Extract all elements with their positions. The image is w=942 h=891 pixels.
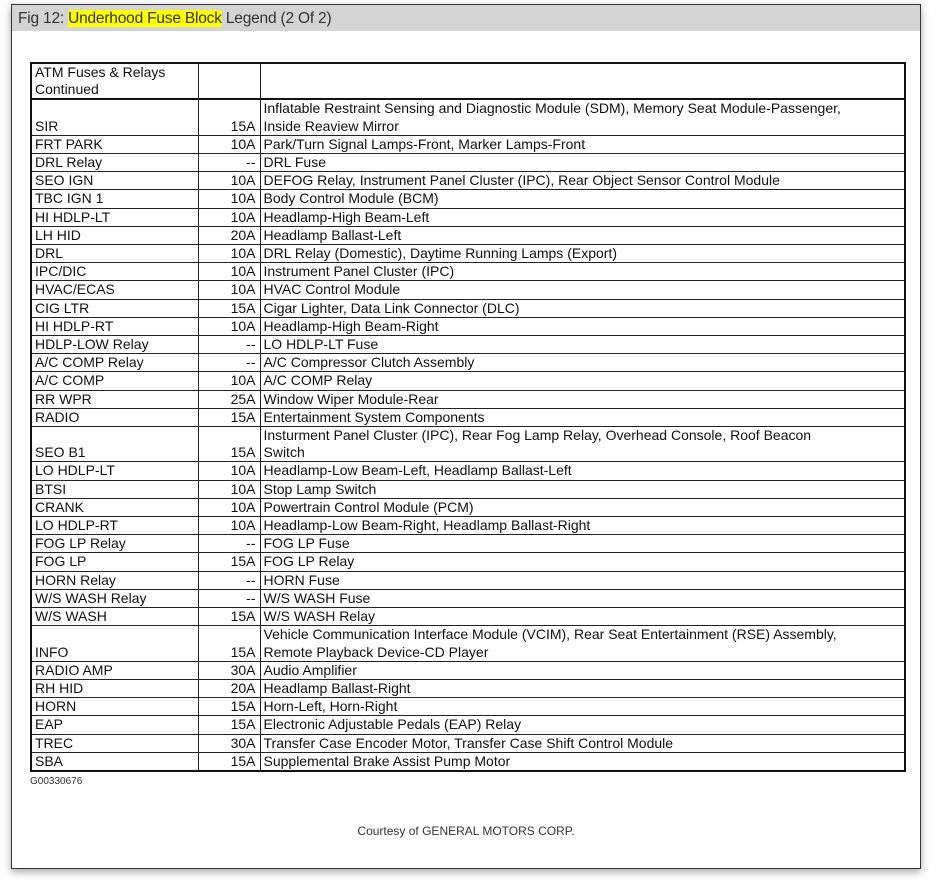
circuit-description-cell: [260, 208, 905, 226]
credit-line: Courtesy of GENERAL MOTORS CORP.: [357, 823, 575, 838]
fuse-name-cell: HORN: [31, 698, 198, 716]
amperage-cell: 15A: [198, 716, 260, 734]
amperage-cell: 15A: [198, 626, 260, 661]
amperage-cell: --: [198, 336, 260, 354]
table-row: [31, 372, 905, 390]
description-line: A/C Compressor Clutch Assembly: [263, 354, 475, 371]
amperage-cell: 15A: [198, 553, 260, 571]
table-row: [31, 535, 905, 553]
table-row: [31, 172, 905, 190]
circuit-description-cell: [260, 408, 905, 426]
amperage-cell: --: [198, 154, 260, 172]
circuit-description-cell: [260, 154, 905, 172]
circuit-description-cell: [260, 390, 905, 408]
table-row: [31, 281, 905, 299]
amperage-cell: 15A: [198, 752, 260, 771]
amperage-cell: 10A: [198, 172, 260, 190]
circuit-description-cell: [260, 245, 905, 263]
circuit-description-cell: [260, 372, 905, 390]
description-line: Remote Playback Device-CD Player: [263, 643, 489, 660]
description-line: Window Wiper Module-Rear: [263, 390, 439, 407]
circuit-description-cell: [260, 553, 905, 571]
description-line: Headlamp Ballast-Left: [263, 226, 402, 243]
fuse-name-cell: HORN Relay: [31, 571, 198, 589]
description-line: Entertainment System Components: [263, 408, 485, 425]
amperage-cell: 10A: [198, 190, 260, 208]
circuit-description-cell: [260, 317, 905, 335]
circuit-description-cell: [260, 608, 905, 626]
circuit-description-cell: [260, 571, 905, 589]
table-row: [31, 354, 905, 372]
table-row: [31, 752, 905, 771]
fuse-name-cell: HI HDLP-RT: [31, 317, 198, 335]
circuit-description-cell: [260, 172, 905, 190]
amperage-cell: --: [198, 589, 260, 607]
table-row: [31, 408, 905, 426]
circuit-description-cell: [260, 299, 905, 317]
circuit-description-cell: [260, 427, 905, 462]
amperage-cell: --: [198, 354, 260, 372]
amperage-cell: 20A: [198, 679, 260, 697]
description-line: HVAC Control Module: [263, 281, 401, 298]
fuse-name-cell: TBC IGN 1: [31, 190, 198, 208]
description-line: Electronic Adjustable Pedals (EAP) Relay: [263, 716, 522, 733]
fuse-name-cell: TREC: [31, 734, 198, 752]
description-line: W/S WASH Fuse: [263, 589, 371, 606]
description-line: LO HDLP-LT Fuse: [263, 336, 379, 353]
circuit-description-cell: [260, 535, 905, 553]
amperage-cell: 10A: [198, 208, 260, 226]
fuse-name-cell: RADIO AMP: [31, 661, 198, 679]
table-row: [31, 608, 905, 626]
fuse-name-cell: SBA: [31, 752, 198, 771]
table-row: [31, 553, 905, 571]
table-row: [31, 626, 905, 661]
fuse-name-cell: RR WPR: [31, 390, 198, 408]
table-row: [31, 190, 905, 208]
amperage-cell: --: [198, 571, 260, 589]
header-line-2: Continued: [35, 81, 99, 98]
table-row: [31, 245, 905, 263]
fuse-name-cell: SIR: [31, 99, 198, 135]
description-line: W/S WASH Relay: [263, 608, 375, 625]
description-line: FOG LP Fuse: [263, 535, 350, 552]
fuse-name-cell: FOG LP: [31, 553, 198, 571]
table-row: [31, 226, 905, 244]
fuse-name-cell: INFO: [31, 626, 198, 661]
table-row: [31, 517, 905, 535]
fuse-name-cell: A/C COMP: [31, 372, 198, 390]
fuse-name-cell: HDLP-LOW Relay: [31, 336, 198, 354]
table-row: [31, 154, 905, 172]
description-line: Park/Turn Signal Lamps-Front, Marker Lamps-Front: [263, 135, 586, 152]
header-cell-amp: [198, 63, 260, 99]
circuit-description-cell: [260, 336, 905, 354]
fuse-legend-table: [30, 62, 906, 772]
description-line: Supplemental Brake Assist Pump Motor: [263, 752, 511, 769]
amperage-cell: 10A: [198, 245, 260, 263]
circuit-description-cell: [260, 462, 905, 480]
circuit-description-cell: [260, 354, 905, 372]
circuit-description-cell: [260, 626, 905, 661]
circuit-description-cell: [260, 716, 905, 734]
table-row: [31, 480, 905, 498]
header-cell-desc: [260, 63, 905, 99]
table-row: [31, 498, 905, 516]
fuse-name-cell: CIG LTR: [31, 299, 198, 317]
circuit-description-cell: [260, 589, 905, 607]
description-line: Headlamp-High Beam-Left: [263, 208, 430, 225]
description-line: Stop Lamp Switch: [263, 480, 377, 497]
circuit-description-cell: [260, 698, 905, 716]
amperage-cell: 10A: [198, 281, 260, 299]
description-line: Headlamp-High Beam-Right: [263, 317, 439, 334]
title-highlight: Underhood Fuse Block: [68, 10, 222, 27]
description-line: Audio Amplifier: [263, 661, 357, 678]
amperage-cell: 10A: [198, 517, 260, 535]
table-row: [31, 734, 905, 752]
fuse-name-cell: RH HID: [31, 679, 198, 697]
amperage-cell: 30A: [198, 734, 260, 752]
circuit-description-cell: [260, 99, 905, 135]
description-line: Headlamp-Low Beam-Right, Headlamp Ballast-Right: [263, 517, 591, 534]
fuse-name-cell: A/C COMP Relay: [31, 354, 198, 372]
description-line: Inflatable Restraint Sensing and Diagnostic Module (SDM), Memory Seat Module-Passenger,: [263, 100, 841, 117]
description-line: HORN Fuse: [263, 571, 340, 588]
circuit-description-cell: [260, 498, 905, 516]
circuit-description-cell: [260, 263, 905, 281]
title-prefix: Fig 12:: [18, 10, 69, 27]
table-row: [31, 390, 905, 408]
description-line: Cigar Lighter, Data Link Connector (DLC): [263, 299, 520, 316]
fuse-name-cell: SEO B1: [31, 427, 198, 462]
title-suffix: Legend (2 Of 2): [221, 10, 332, 27]
table-row: [31, 263, 905, 281]
figure-frame: [11, 4, 921, 869]
description-line: Powertrain Control Module (PCM): [263, 498, 474, 515]
table-header-row: [31, 63, 905, 99]
description-line: Transfer Case Encoder Motor, Transfer Case Shift Control Module: [263, 734, 674, 751]
description-line: DRL Relay (Domestic), Daytime Running Lamps (Export): [263, 245, 617, 262]
fuse-name-cell: HVAC/ECAS: [31, 281, 198, 299]
description-line: Horn-Left, Horn-Right: [263, 698, 398, 715]
description-line: Body Control Module (BCM): [263, 190, 439, 207]
fuse-name-cell: EAP: [31, 716, 198, 734]
table-row: [31, 99, 905, 135]
fuse-name-cell: W/S WASH: [31, 608, 198, 626]
table-row: [31, 427, 905, 462]
description-line: Instrument Panel Cluster (IPC): [263, 263, 455, 280]
amperage-cell: 15A: [198, 608, 260, 626]
table-row: [31, 716, 905, 734]
circuit-description-cell: [260, 679, 905, 697]
circuit-description-cell: [260, 661, 905, 679]
amperage-cell: 15A: [198, 408, 260, 426]
description-line: Headlamp Ballast-Right: [263, 679, 411, 696]
fuse-name-cell: IPC/DIC: [31, 263, 198, 281]
header-cell-name: [31, 63, 198, 99]
circuit-description-cell: [260, 281, 905, 299]
table-row: [31, 679, 905, 697]
amperage-cell: 10A: [198, 263, 260, 281]
description-line: Headlamp-Low Beam-Left, Headlamp Ballast-Left: [263, 462, 572, 479]
fuse-name-cell: LH HID: [31, 226, 198, 244]
fuse-name-cell: LO HDLP-LT: [31, 462, 198, 480]
header-line-1: ATM Fuses & Relays: [35, 64, 166, 80]
description-line: DEFOG Relay, Instrument Panel Cluster (IPC), Rear Object Sensor Control Module: [263, 172, 780, 189]
fuse-name-cell: SEO IGN: [31, 172, 198, 190]
circuit-description-cell: [260, 190, 905, 208]
fuse-name-cell: W/S WASH Relay: [31, 589, 198, 607]
description-line: A/C COMP Relay: [263, 372, 373, 389]
amperage-cell: 20A: [198, 226, 260, 244]
fuse-name-cell: BTSI: [31, 480, 198, 498]
table-row: [31, 208, 905, 226]
fuse-name-cell: RADIO: [31, 408, 198, 426]
table-row: [31, 462, 905, 480]
description-line: Insturment Panel Cluster (IPC), Rear Fog Lamp Relay, Overhead Console, Roof Beacon: [263, 427, 812, 444]
table-row: [31, 698, 905, 716]
description-line: Inside Reaview Mirror: [263, 117, 399, 134]
circuit-description-cell: [260, 517, 905, 535]
fuse-name-cell: DRL: [31, 245, 198, 263]
description-line: FOG LP Relay: [263, 553, 355, 570]
circuit-description-cell: [260, 135, 905, 153]
circuit-description-cell: [260, 734, 905, 752]
table-row: [31, 135, 905, 153]
table-row: [31, 589, 905, 607]
amperage-cell: 30A: [198, 661, 260, 679]
description-line: Switch: [263, 444, 305, 461]
amperage-cell: 10A: [198, 462, 260, 480]
fuse-name-cell: FRT PARK: [31, 135, 198, 153]
table-row: [31, 661, 905, 679]
circuit-description-cell: [260, 480, 905, 498]
amperage-cell: 10A: [198, 317, 260, 335]
amperage-cell: 10A: [198, 498, 260, 516]
circuit-description-cell: [260, 226, 905, 244]
amperage-cell: 15A: [198, 698, 260, 716]
description-line: Vehicle Communication Interface Module (VCIM), Rear Seat Entertainment (RSE) Assembly,: [263, 626, 837, 643]
table-row: [31, 299, 905, 317]
fuse-name-cell: HI HDLP-LT: [31, 208, 198, 226]
amperage-cell: 10A: [198, 372, 260, 390]
circuit-description-cell: [260, 752, 905, 771]
table-row: [31, 571, 905, 589]
fuse-name-cell: CRANK: [31, 498, 198, 516]
amperage-cell: 10A: [198, 135, 260, 153]
figure-title: [12, 5, 920, 31]
description-line: DRL Fuse: [263, 154, 327, 171]
table-row: [31, 317, 905, 335]
fuse-name-cell: LO HDLP-RT: [31, 517, 198, 535]
amperage-cell: 25A: [198, 390, 260, 408]
amperage-cell: --: [198, 535, 260, 553]
figure-id: G00330676: [30, 775, 83, 787]
fuse-name-cell: DRL Relay: [31, 154, 198, 172]
amperage-cell: 15A: [198, 99, 260, 135]
amperage-cell: 15A: [198, 299, 260, 317]
fuse-name-cell: FOG LP Relay: [31, 535, 198, 553]
amperage-cell: 10A: [198, 480, 260, 498]
amperage-cell: 15A: [198, 427, 260, 462]
table-row: [31, 336, 905, 354]
